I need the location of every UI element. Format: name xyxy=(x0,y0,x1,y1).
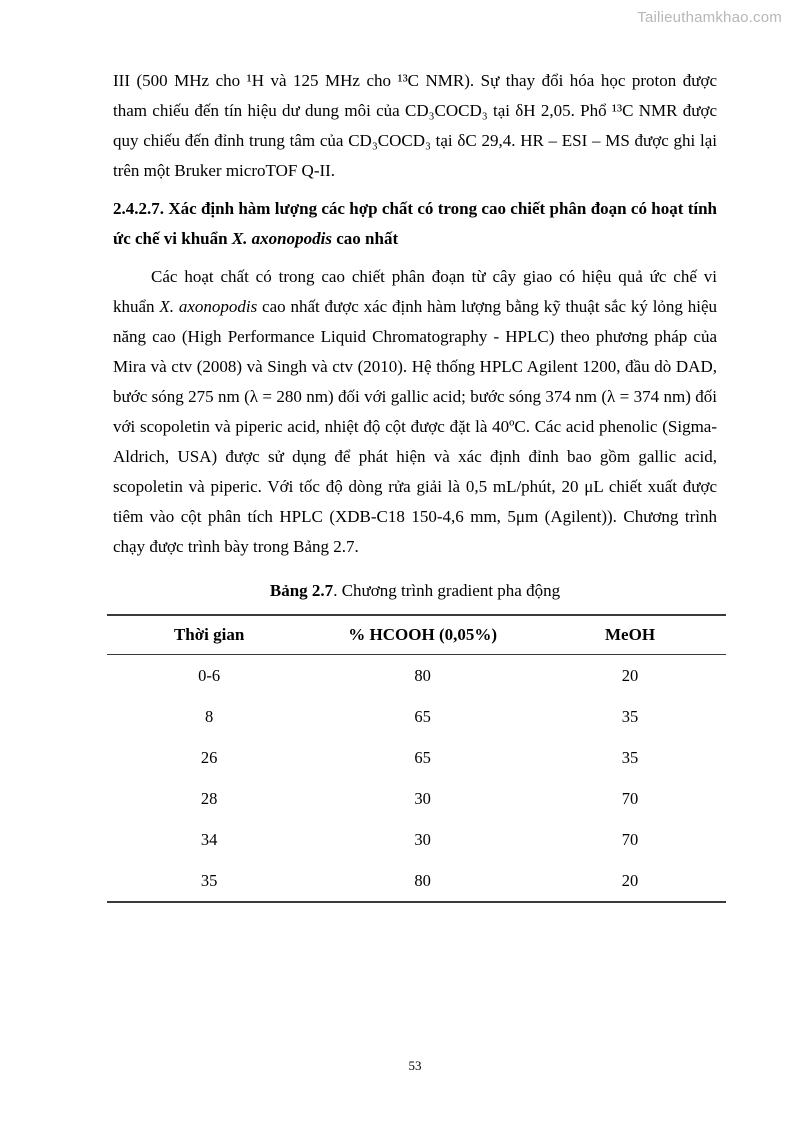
table-row xyxy=(107,819,726,860)
text-segment: Bảng 2.7 xyxy=(269,581,334,600)
column-header: Thời gian xyxy=(173,625,245,644)
table-cell: 20 xyxy=(621,870,639,890)
table-body xyxy=(107,655,726,903)
table-row xyxy=(107,737,726,778)
table-cell: 65 xyxy=(414,747,431,767)
text-segment: cao nhất xyxy=(331,229,399,248)
table-header-row xyxy=(107,615,726,655)
table-cell: 35 xyxy=(200,870,218,890)
page-number: 53 xyxy=(408,1058,422,1073)
paragraph-hplc xyxy=(113,262,717,562)
table-cell: 80 xyxy=(414,870,431,890)
table-cell: 34 xyxy=(200,829,218,849)
table-row xyxy=(107,655,726,697)
text-segment: cao nhất được xác định hàm lượng bằng kỹ thuật sắc ký lỏng hiệu năng cao (High Performance Liquid Chromatography - HPLC) theo phương pháp của Mira và ctv (2008) và Singh và ctv (2010). Hệ thống HPLC Agilent 1200, đầu dò DAD, bước sóng 275 nm (λ = 280 nm) đối với gallic acid; bước sóng 374 nm (λ = 374 nm) đối với scopoletin và piperic acid, nhiệt độ cột được đặt là 40ºC. Các acid phenolic (Sigma-Aldrich, USA) được sử dụng để phát hiện và xác định đỉnh bao gồm gallic acid, scopoletin và piperic. Với tốc độ dòng rửa giải là 0,5 mL/phút, 20 μL chiết xuất được tiêm vào cột phân tích HPLC (XDB-C18 150-4,6 mm, 5μm (Agilent)). Chương trình chạy được trình bày trong Bảng 2.7. xyxy=(113,297,718,556)
paragraph-nmr xyxy=(113,66,717,186)
table-cell: 70 xyxy=(621,829,639,849)
table-cell: 30 xyxy=(414,788,431,808)
page-content xyxy=(113,66,717,903)
watermark: Tailieuthamkhao.com xyxy=(637,9,782,26)
text-segment: . Chương trình gradient pha động xyxy=(333,581,561,600)
table-cell: 0-6 xyxy=(198,665,221,685)
text-segment: Các hoạt chất có trong cao chiết phân đoạn từ cây giao có hiệu quả ức chế vi khuẩn xyxy=(113,267,717,316)
table-cell: 8 xyxy=(205,706,214,726)
text-segment: X. axonopodis xyxy=(159,297,258,316)
table-head xyxy=(107,615,726,655)
table-row xyxy=(107,860,726,902)
section-heading xyxy=(113,194,717,254)
table-row xyxy=(107,696,726,737)
table-cell: 35 xyxy=(621,706,639,726)
table-cell: 20 xyxy=(621,665,639,685)
table-cell: 65 xyxy=(414,706,431,726)
table-cell: 28 xyxy=(200,788,218,808)
table-row xyxy=(107,778,726,819)
text-segment: III (500 MHz cho ¹H và 125 MHz cho ¹³C NMR). Sự thay đổi hóa học proton được tham chiếu đến tín hiệu dư dung môi của CD₃COCD₃ tại δH 2,05. Phổ ¹³C NMR được quy chiếu đến đỉnh trung tâm của CD₃COCD₃ tại δC 29,4. HR – ESI – MS được ghi lại trên một Bruker microTOF Q-II. xyxy=(113,71,717,180)
table-caption xyxy=(113,578,717,604)
text-segment: X. axonopodis xyxy=(231,229,332,248)
table-cell: 70 xyxy=(621,788,639,808)
table-cell: 80 xyxy=(414,665,431,685)
table-cell: 30 xyxy=(414,829,431,849)
text-segment: 2.4.2.7. Xác định hàm lượng các hợp chất có trong cao chiết phân đoạn có hoạt tính ức chế vi khuẩn xyxy=(113,199,717,248)
table-cell: 35 xyxy=(621,747,639,767)
gradient-table xyxy=(107,614,726,903)
table-cell: 26 xyxy=(200,747,218,767)
column-header: % HCOOH (0,05%) xyxy=(348,625,498,644)
column-header: MeOH xyxy=(605,625,656,644)
